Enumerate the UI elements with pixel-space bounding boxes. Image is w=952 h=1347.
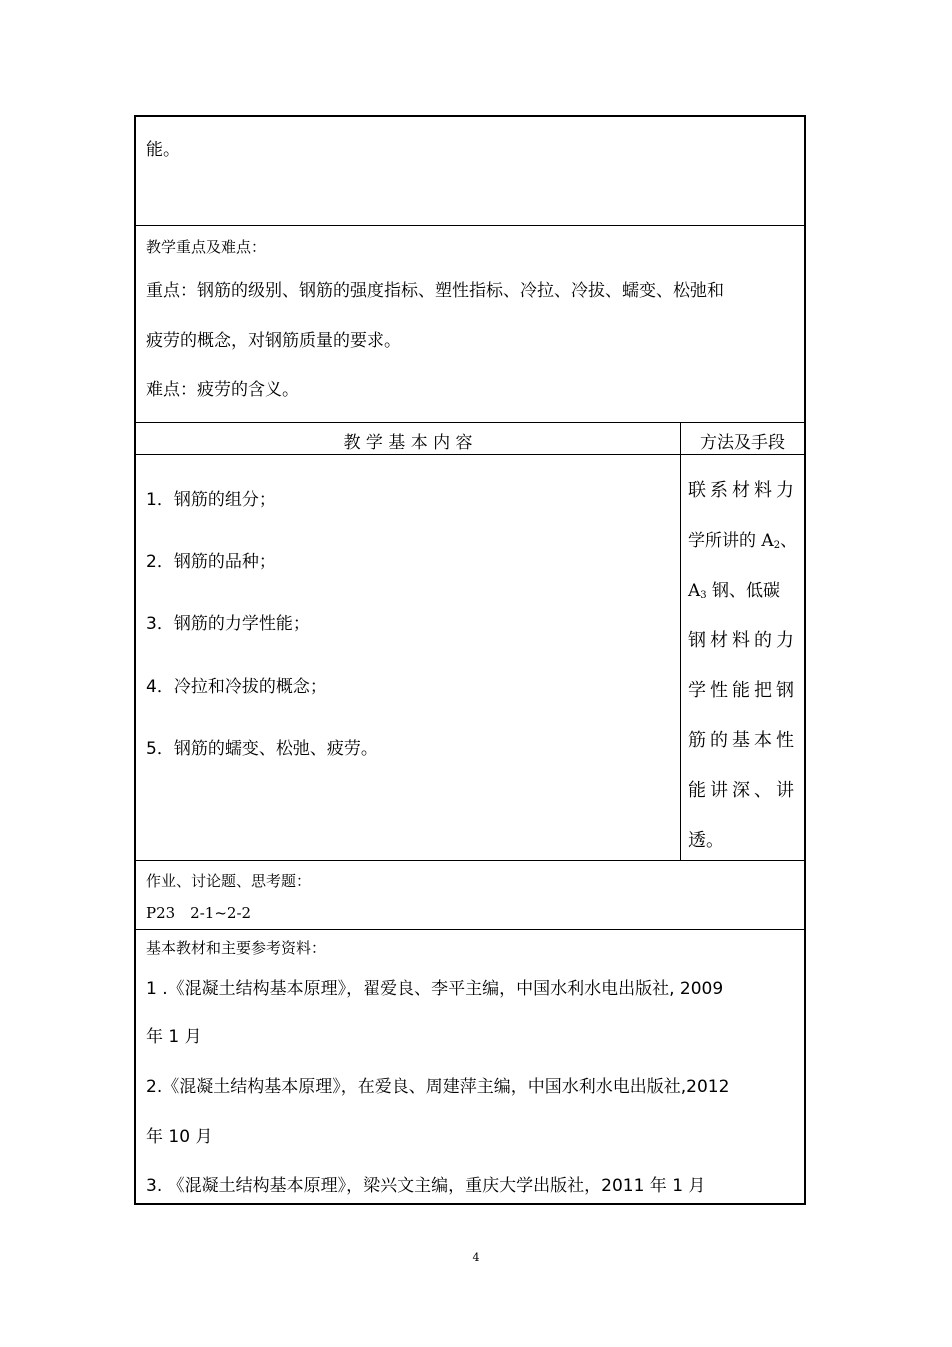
difficult-label: 难点： — [146, 380, 197, 400]
content-item-5: 5．钢筋的蠕变、松弛、疲劳。 — [146, 739, 378, 759]
reference-3: 3. 《混凝土结构基本原理》，梁兴文主编，重庆大学出版社，2011 年 1 月 — [146, 1176, 706, 1196]
methods-line7: 能讲深、讲 — [688, 780, 798, 801]
key-text-line2: 疲劳的概念，对钢筋质量的要求。 — [146, 331, 401, 351]
key-points-row — [136, 226, 804, 423]
content-item-4: 4．冷拉和冷拔的概念； — [146, 677, 327, 697]
reference-2-line2: 年 10 月 — [146, 1127, 213, 1147]
content-header-row — [136, 423, 804, 455]
a3-sub: 3 — [700, 590, 707, 601]
homework-row — [136, 861, 804, 930]
methods-line4: 钢材料的力 — [688, 630, 798, 651]
methods-line8: 透。 — [688, 830, 724, 851]
content-body-row — [136, 455, 804, 861]
methods-line2 — [688, 526, 798, 551]
methods-cell — [678, 455, 804, 860]
reference-1-line1: 1 .《混凝土结构基本原理》，翟爱良、李平主编，中国水利水电出版社, 2009 — [146, 979, 724, 999]
basic-content-heading: 教 学 基 本 内 容 — [343, 433, 473, 453]
a2-sub: 2 — [773, 540, 781, 551]
methods-line1: 联系材料力 — [688, 480, 798, 501]
methods-line3-suffix: 钢、低碳 — [706, 581, 781, 601]
continued-text: 能。 — [146, 140, 180, 160]
references-row — [136, 930, 804, 1205]
methods-line6: 筋的基本性 — [688, 730, 798, 751]
a3-letter: A — [688, 581, 701, 601]
difficult-line — [146, 375, 299, 400]
key-points-heading: 教学重点及难点： — [146, 238, 267, 256]
reference-1-line2: 年 1 月 — [146, 1027, 202, 1047]
page-number: 4 — [472, 1251, 480, 1264]
content-item-3: 3．钢筋的力学性能； — [146, 614, 310, 634]
continued-row — [136, 117, 804, 226]
methods-line2-suffix: 、 — [780, 531, 798, 551]
methods-line5: 学性能把钢 — [688, 680, 798, 701]
methods-heading: 方法及手段 — [700, 433, 785, 453]
key-label: 重点： — [146, 281, 197, 301]
methods-line2-prefix: 学所讲的 — [688, 531, 756, 551]
methods-line3 — [688, 576, 798, 601]
homework-heading: 作业、讨论题、思考题： — [146, 872, 312, 890]
homework-text: P23 2-1~2-2 — [146, 904, 252, 922]
lesson-plan-table — [134, 115, 806, 1205]
key-points-line1 — [146, 276, 724, 301]
difficult-text: 疲劳的含义。 — [197, 380, 299, 400]
references-heading: 基本教材和主要参考资料： — [146, 939, 327, 957]
content-item-2: 2．钢筋的品种； — [146, 552, 276, 572]
reference-2-line1: 2.《混凝土结构基本原理》，在爱良、周建萍主编，中国水利水电出版社,2012 — [146, 1077, 730, 1097]
key-text-line1: 钢筋的级别、钢筋的强度指标、塑性指标、冷拉、冷拔、蠕变、松弛和 — [197, 281, 724, 301]
content-item-1: 1．钢筋的组分； — [146, 490, 276, 510]
a2-letter: A — [761, 531, 774, 551]
